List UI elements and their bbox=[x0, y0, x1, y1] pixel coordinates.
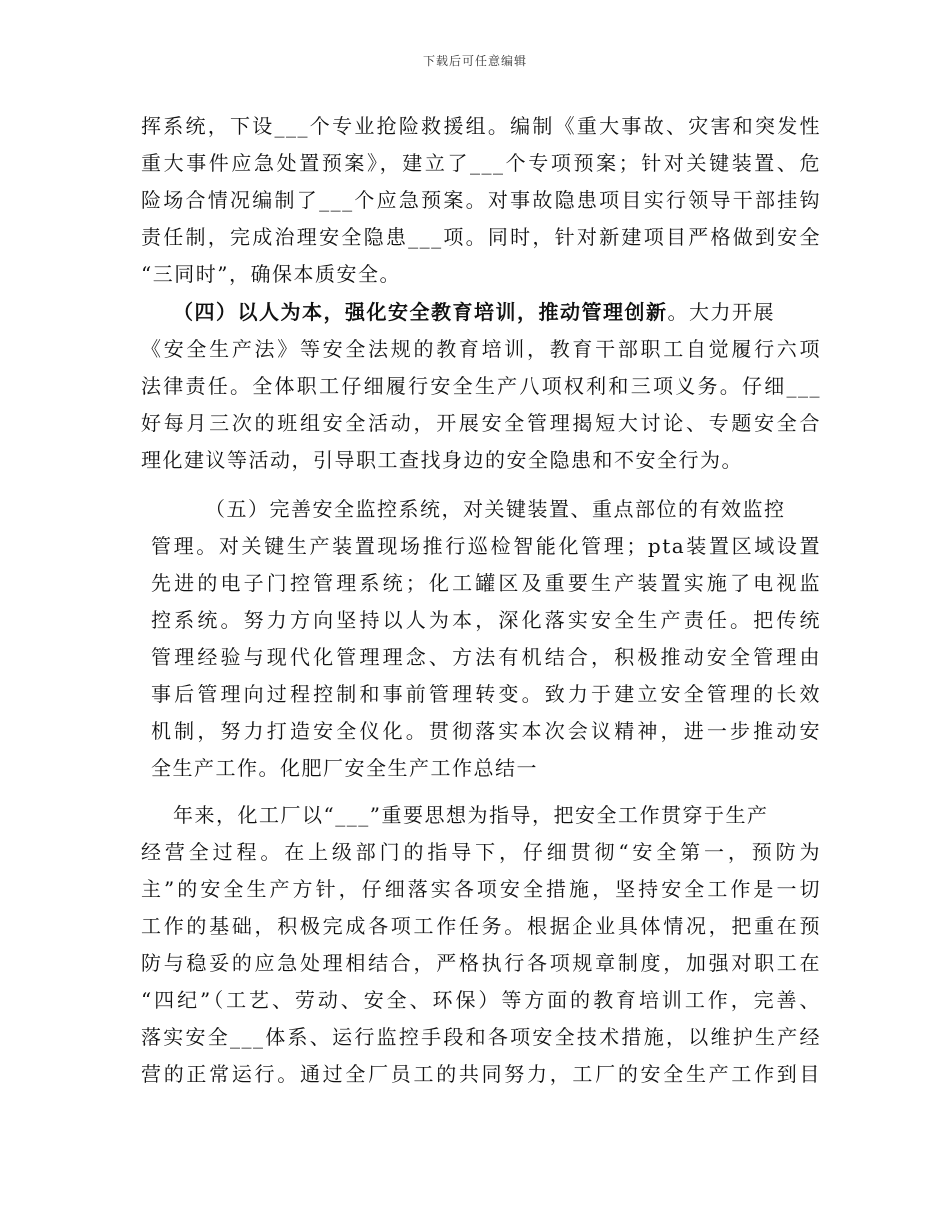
paragraph-1 bbox=[141, 108, 821, 293]
text-line: 主”的安全生产方针，仔细落实各项安全措施，坚持安全工作是一切 bbox=[141, 877, 821, 901]
text-line-heading: （五）完善安全监控系统，对关键装置、重点部位的有效监控 bbox=[205, 497, 786, 521]
text-line: 事后管理向过程控制和事前管理转变。致力于建立安全管理的长效 bbox=[151, 682, 821, 706]
paragraph-4 bbox=[141, 797, 821, 1093]
text-line: 险场合情况编制了___个应急预案。对事故隐患项目实行领导干部挂钩 bbox=[141, 188, 821, 212]
section-heading-4: （四）以人为本，强化安全教育培训，推动管理创新 bbox=[173, 300, 668, 324]
text-line: 机制，努力打造安全仪化。贯彻落实本次会议精神，进一步推动安 bbox=[151, 719, 821, 743]
paragraph-3 bbox=[151, 491, 821, 787]
text-line: 法律责任。全体职工仔细履行安全生产八项权利和三项义务。仔细___ bbox=[141, 374, 821, 398]
text-line: “四纪”（工艺、劳动、安全、环保）等方面的教育培训工作，完善、 bbox=[141, 988, 821, 1012]
text-line: “三同时”，确保本质安全。 bbox=[141, 262, 401, 286]
text-line: 营的正常运行。通过全厂员工的共同努力，工厂的安全生产工作到目 bbox=[141, 1062, 821, 1086]
text-line: 全生产工作。化肥厂安全生产工作总结一 bbox=[151, 756, 538, 780]
text-line: 责任制，完成治理安全隐患___项。同时，针对新建项目严格做到安全 bbox=[141, 225, 821, 249]
text-line: 管理。对关键生产装置现场推行巡检智能化管理；pta装置区域设置 bbox=[151, 534, 821, 558]
text-line: 《安全生产法》等安全法规的教育培训，教育干部职工自觉履行六项 bbox=[141, 337, 821, 361]
text-line: 落实安全___体系、运行监控手段和各项安全技术措施，以维护生产经 bbox=[141, 1025, 821, 1049]
page-header: 下载后可任意编辑 bbox=[422, 54, 527, 68]
text-line: 管理经验与现代化管理理念、方法有机结合，积极推动安全管理由 bbox=[151, 645, 821, 669]
text-line-heading bbox=[141, 294, 821, 331]
text-line: 先进的电子门控管理系统；化工罐区及重要生产装置实施了电视监 bbox=[151, 571, 821, 595]
text-line: 理化建议等活动，引导职工查找身边的安全隐患和不安全行为。 bbox=[141, 448, 743, 472]
text-line: 年来，化工厂以“___”重要思想为指导，把安全工作贯穿于生产 bbox=[173, 803, 769, 827]
heading-line-rest: 。大力开展 bbox=[667, 300, 775, 324]
text-line: 经营全过程。在上级部门的指导下，仔细贯彻“安全第一，预防为 bbox=[141, 840, 821, 864]
text-line: 控系统。努力方向坚持以人为本，深化落实安全生产责任。把传统 bbox=[151, 608, 821, 632]
text-line: 挥系统，下设___个专业抢险救援组。编制《重大事故、灾害和突发性 bbox=[141, 114, 821, 138]
paragraph-2 bbox=[141, 294, 821, 479]
text-line: 工作的基础，积极完成各项工作任务。根据企业具体情况，把重在预 bbox=[141, 914, 821, 938]
text-line: 好每月三次的班组安全活动，开展安全管理揭短大讨论、专题安全合 bbox=[141, 411, 821, 435]
text-line: 重大事件应急处置预案》，建立了___个专项预案；针对关键装置、危 bbox=[141, 151, 821, 175]
text-line: 防与稳妥的应急处理相结合，严格执行各项规章制度，加强对职工在 bbox=[141, 951, 821, 975]
